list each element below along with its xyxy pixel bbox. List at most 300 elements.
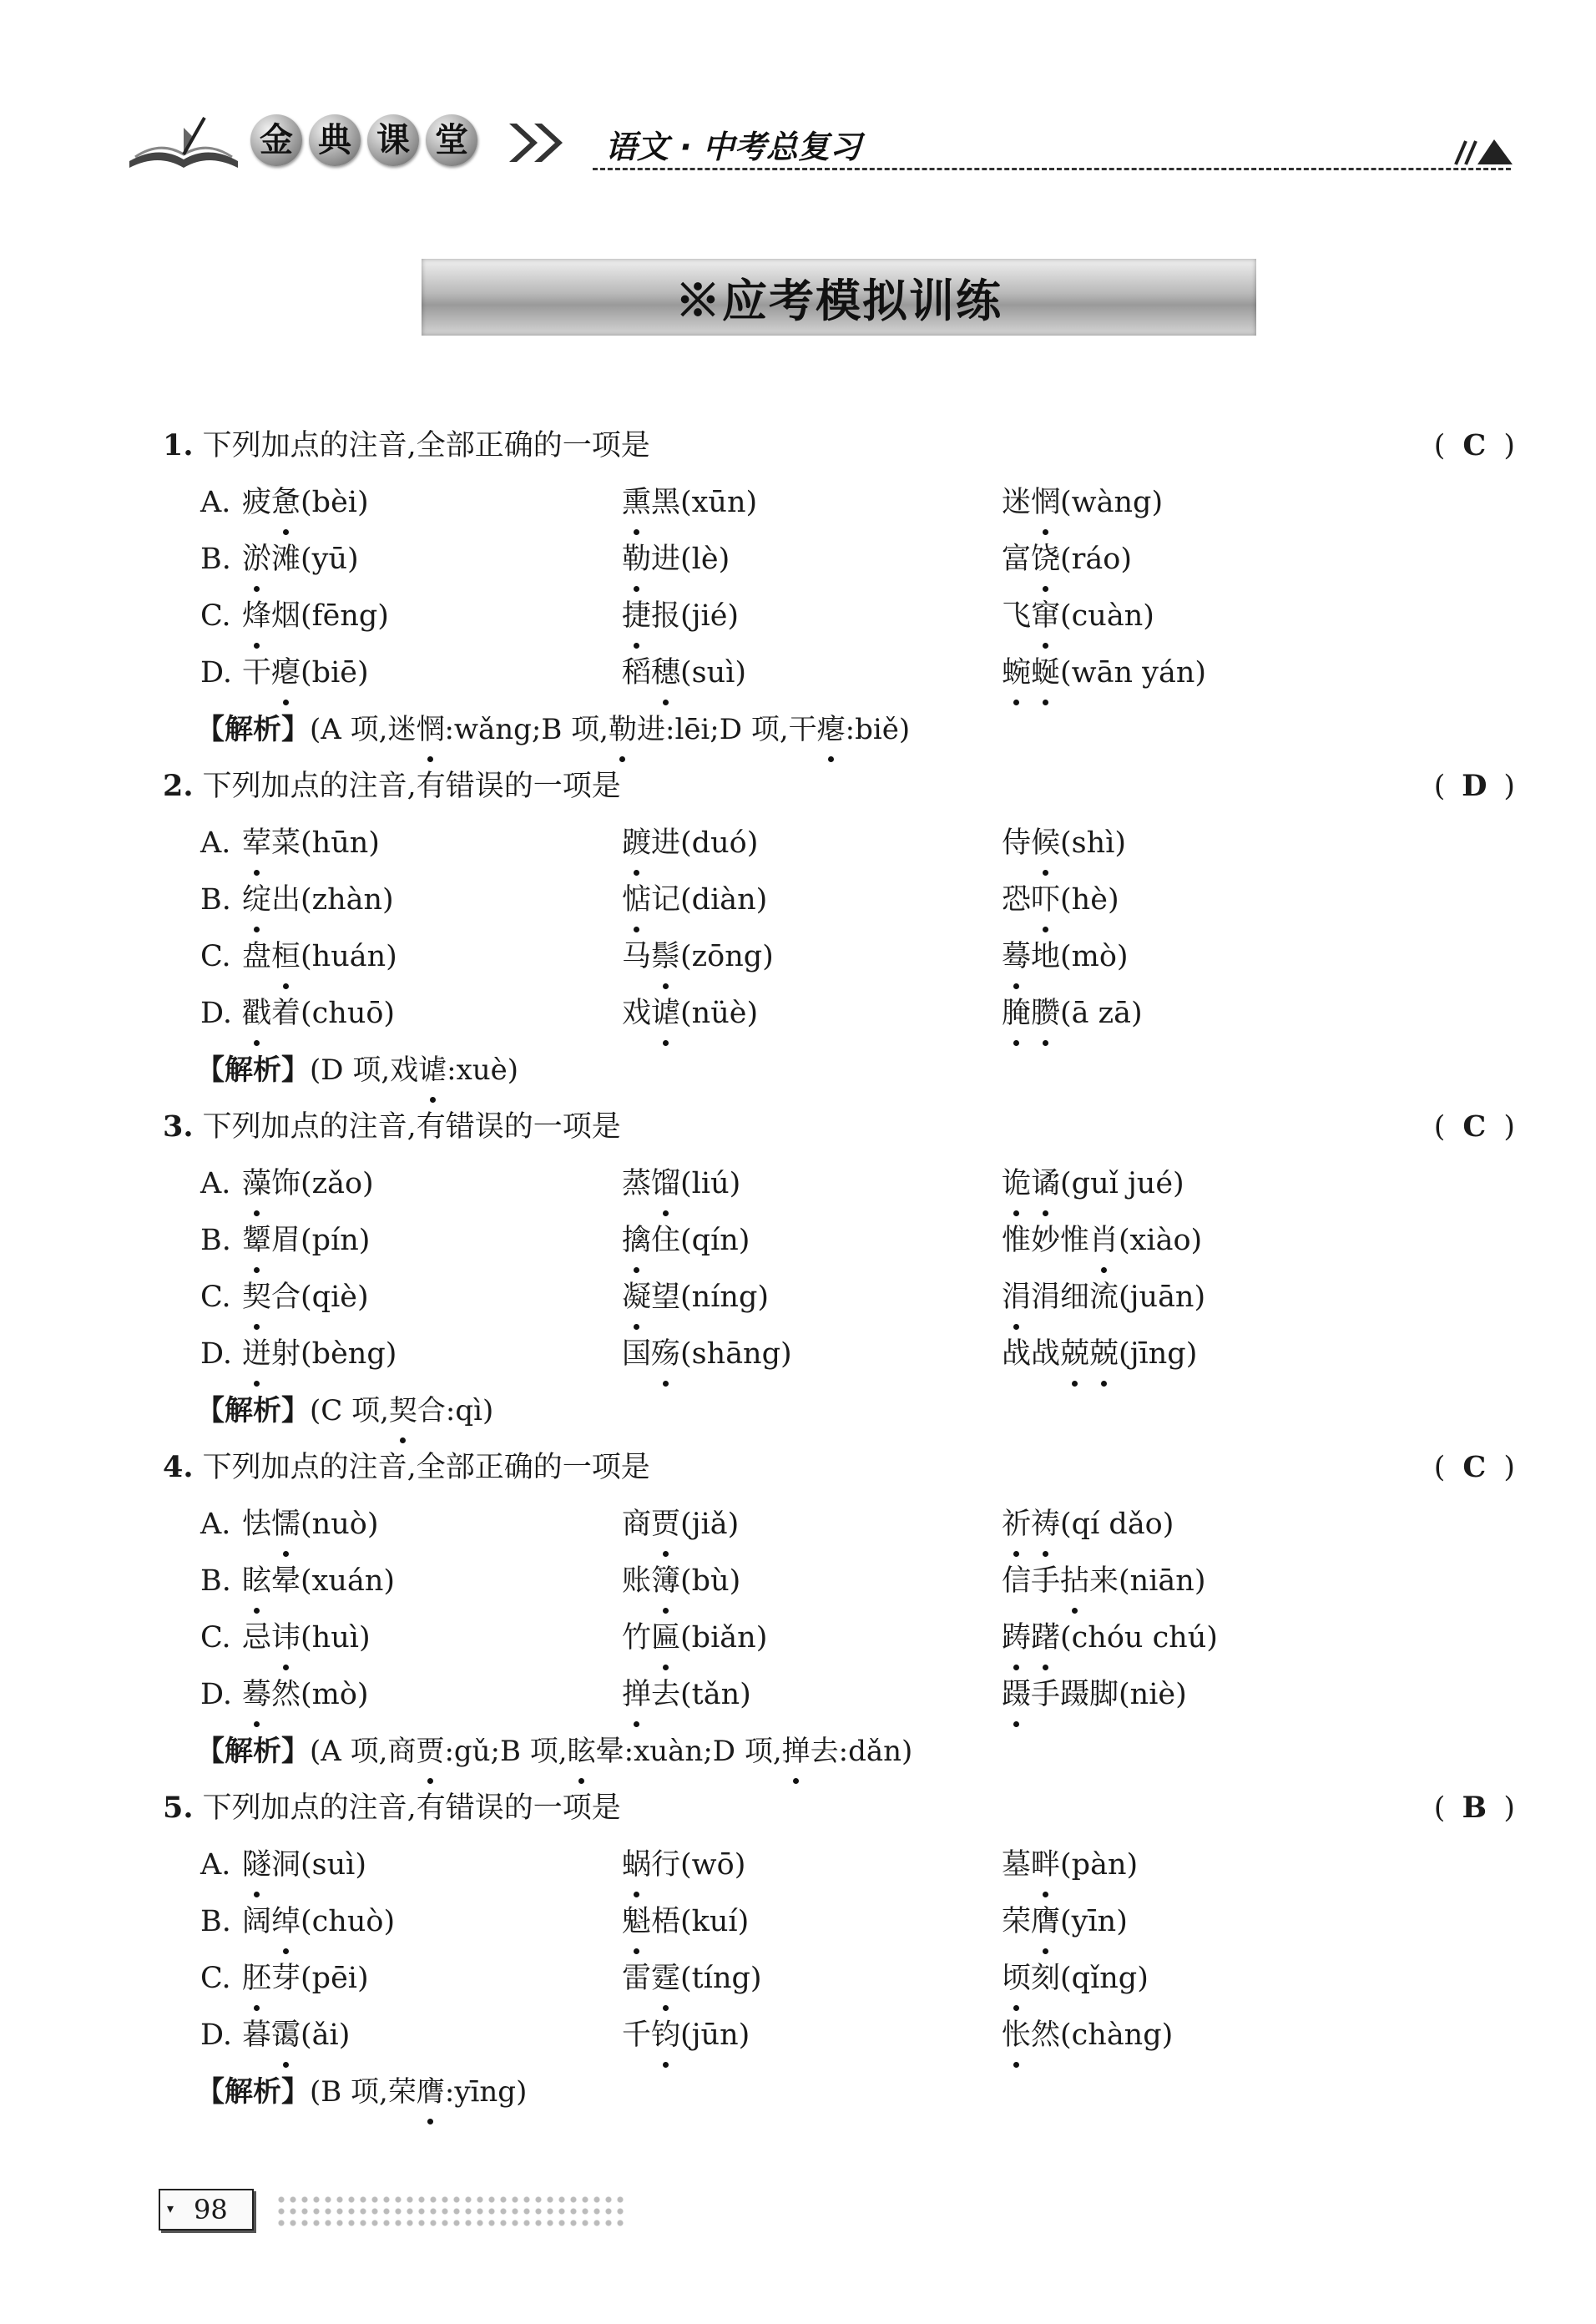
option-item-text: 国 [622, 1337, 652, 1371]
emphasis-char: 谑 [418, 1042, 447, 1099]
emphasis-char: 肖 [1089, 1212, 1119, 1269]
option-item-text: 疲 [242, 486, 272, 519]
header-divider [593, 168, 1511, 170]
option-letter: C. [200, 1621, 231, 1655]
emphasis-char: 谲 [1031, 1155, 1060, 1212]
option-item-text: 射(bèng) [271, 1337, 397, 1371]
option-row [163, 872, 1515, 928]
option-item [242, 1496, 379, 1553]
option-row [163, 1666, 1515, 1723]
option-item-text: (shì) [1060, 826, 1127, 860]
emphasis-char: 钧 [651, 2007, 680, 2064]
question-text: 下列加点的注音,有错误的一项是 [193, 770, 621, 803]
option-item-text: 飞 [1002, 599, 1032, 633]
option-item-text: (ráo) [1060, 543, 1133, 576]
option-item-text: 滩(yū) [271, 543, 359, 576]
option-item [242, 1609, 371, 1666]
option-item-text: (nuò) [301, 1508, 379, 1541]
option-item [1002, 815, 1126, 872]
option-item [1002, 1836, 1138, 1893]
emphasis-char: 眩 [568, 1723, 596, 1780]
option-row [163, 985, 1515, 1042]
option-item-text: 富 [1002, 543, 1032, 576]
option-item [242, 1212, 370, 1269]
analysis [163, 1382, 1515, 1439]
option-item-text: 着(chuō) [271, 997, 396, 1030]
emphasis-char: 踌 [1002, 1609, 1031, 1666]
option-item-text: 雷 [622, 1962, 652, 1995]
option-item-text: (wàng) [1060, 486, 1164, 519]
option-item-text: 账 [622, 1564, 652, 1598]
option-item [622, 2007, 750, 2064]
option-item [242, 1666, 369, 1723]
option-item [622, 985, 758, 1042]
option-letter: A. [200, 1167, 231, 1200]
option-item [622, 1155, 740, 1212]
emphasis-char: 契 [389, 1382, 417, 1439]
option-item-text: 竹 [622, 1621, 652, 1655]
emphasis-char: 馏 [651, 1155, 680, 1212]
option-item-text: 手蹑脚(niè) [1031, 1678, 1187, 1711]
option-item [622, 815, 758, 872]
question-text: 下列加点的注音,全部正确的一项是 [193, 1451, 650, 1484]
emphasis-char: 穗 [651, 644, 680, 701]
emphasis-char: 蜒 [1031, 644, 1060, 701]
emphasis-char: 勒 [622, 531, 651, 588]
option-item-text: (zōng) [680, 940, 774, 973]
answer-letter: C [1462, 428, 1487, 462]
option-item [242, 1326, 396, 1382]
question-stem [163, 1439, 1515, 1496]
analysis-text: (A 项,迷 [310, 713, 417, 746]
option-item-text: 烟(fēng) [271, 599, 389, 633]
option-item [622, 474, 757, 531]
option-item-text: 迷 [1002, 486, 1032, 519]
option-item-text: 梧(kuí) [651, 1905, 750, 1938]
option-letter: D. [200, 656, 232, 690]
option-item [622, 1950, 762, 2007]
page-footer [159, 2189, 743, 2232]
option-item-text: (huán) [301, 940, 397, 973]
emphasis-char: 惘 [416, 701, 444, 758]
question-number: 3. [163, 1109, 194, 1144]
emphasis-char: 吓 [1031, 872, 1060, 928]
option-item-text: (yīn) [1060, 1905, 1128, 1938]
emphasis-char: 蜿 [1002, 644, 1031, 701]
answer-bracket: ( C ) [1434, 1439, 1515, 1496]
emphasis-char: 瘪 [817, 701, 846, 758]
option-item-text: 住(qín) [651, 1224, 750, 1257]
option-row [163, 1893, 1515, 1950]
emphasis-char: 祈 [1002, 1496, 1031, 1553]
option-item [242, 1269, 369, 1326]
analysis-text: (B 项,荣 [310, 2075, 417, 2109]
option-item-text: (suì) [680, 656, 747, 690]
option-item [242, 531, 359, 588]
option-item [242, 985, 395, 1042]
option-item-text: 去(tǎn) [651, 1678, 751, 1711]
brand-char: 课 [367, 114, 419, 166]
option-item-text: 芽(pēi) [271, 1962, 369, 1995]
option-row [163, 1496, 1515, 1553]
page-number-box [159, 2189, 254, 2231]
option-item-text: 蒸 [622, 1167, 652, 1200]
option-letter: A. [200, 1508, 231, 1541]
emphasis-char: 懦 [271, 1496, 301, 1553]
page-number: 98 [194, 2194, 228, 2225]
option-item [242, 1155, 374, 1212]
option-letter: B. [200, 1224, 231, 1257]
emphasis-char: 霆 [651, 1950, 680, 2007]
emphasis-char: 眩 [242, 1553, 271, 1609]
analysis-label: 【解析】 [196, 1394, 310, 1427]
brand-char: 金 [250, 114, 302, 166]
emphasis-char: 契 [242, 1269, 271, 1326]
option-item [242, 928, 397, 985]
page-header [125, 96, 1511, 188]
emphasis-char: 戳 [242, 985, 271, 1042]
analysis-text: :wǎng;B 项, [444, 713, 609, 746]
option-item-text: (jiǎ) [680, 1508, 740, 1541]
page-tick-icon: ▾ [167, 2200, 174, 2216]
analysis-text: 去:dǎn) [810, 1735, 913, 1768]
emphasis-char: 隧 [242, 1836, 271, 1893]
option-row [163, 1553, 1515, 1609]
option-letter: A. [200, 486, 231, 519]
option-letter: A. [200, 1848, 231, 1882]
option-letter: B. [200, 543, 231, 576]
emphasis-char: 顷 [1002, 1950, 1031, 2007]
emphasis-char: 诡 [1002, 1155, 1031, 1212]
option-item [242, 1893, 395, 1950]
emphasis-char: 熏 [622, 474, 651, 531]
option-item-text: 黑(xūn) [651, 486, 758, 519]
option-item [622, 872, 767, 928]
emphasis-char: 臜 [1031, 985, 1060, 1042]
option-item-text: 晕(xuán) [271, 1564, 396, 1598]
option-item-text: 饰(zǎo) [271, 1167, 374, 1200]
emphasis-char: 躇 [1031, 1609, 1060, 1666]
option-item-text: 信手 [1002, 1564, 1061, 1598]
analysis-text: 进:lēi;D 项,干 [636, 713, 817, 746]
option-item-text: 望(níng) [651, 1281, 770, 1314]
option-item-text: 忌 [242, 1621, 272, 1655]
question-5 [163, 1780, 1515, 2120]
emphasis-char: 迸 [242, 1326, 271, 1382]
option-item [242, 872, 394, 928]
question-1 [163, 417, 1515, 758]
option-item-text: (cuàn) [1060, 599, 1154, 633]
option-item-text: (guǐ jué) [1060, 1167, 1184, 1200]
analysis-text: (D 项,戏 [310, 1053, 419, 1087]
option-item [622, 928, 774, 985]
option-item-text: 盘 [242, 940, 272, 973]
option-item-text: (jīng) [1119, 1337, 1198, 1371]
option-row [163, 928, 1515, 985]
emphasis-char: 惦 [622, 872, 651, 928]
answer-bracket: ( C ) [1434, 1099, 1515, 1155]
option-item [242, 815, 380, 872]
option-item-text: 暮 [242, 2018, 272, 2052]
option-item-text: (bù) [680, 1564, 741, 1598]
section-title: ※应考模拟训练 [675, 273, 1003, 327]
question-2 [163, 758, 1515, 1099]
option-item-text: (wān yán) [1060, 656, 1207, 690]
emphasis-char: 烽 [242, 588, 271, 644]
option-row [163, 1836, 1515, 1893]
option-item [242, 474, 369, 531]
answer-bracket: ( B ) [1434, 1780, 1515, 1836]
option-row [163, 1326, 1515, 1382]
option-item [622, 531, 730, 588]
option-item [1002, 1496, 1174, 1553]
emphasis-char: 荤 [242, 815, 271, 872]
option-letter: B. [200, 1905, 231, 1938]
option-letter: D. [200, 997, 232, 1030]
emphasis-char: 勒 [609, 701, 637, 758]
option-item [622, 1609, 767, 1666]
option-item [622, 1496, 739, 1553]
option-item-text: (huì) [301, 1621, 371, 1655]
analysis-label: 【解析】 [196, 1735, 310, 1768]
emphasis-char: 淤 [242, 531, 271, 588]
option-item-text: (biē) [301, 656, 369, 690]
option-item-text: 行(wō) [651, 1848, 746, 1882]
emphasis-char: 捷 [622, 588, 651, 644]
analysis-text: :gǔ;B 项, [444, 1735, 568, 1768]
question-stem [163, 1099, 1515, 1155]
option-item-text: (hè) [1060, 883, 1119, 917]
option-row [163, 1950, 1515, 2007]
option-item [1002, 1326, 1197, 1382]
option-item [622, 644, 746, 701]
emphasis-char: 擒 [622, 1212, 651, 1269]
option-item [622, 1212, 750, 1269]
analysis [163, 701, 1515, 758]
option-item-text: (ā zā) [1060, 997, 1143, 1030]
analysis-text: :yīng) [444, 2075, 528, 2109]
analysis-text: 晕:xuàn;D 项, [595, 1735, 782, 1768]
emphasis-char: 殇 [651, 1326, 680, 1382]
emphasis-char: 惘 [1031, 474, 1060, 531]
emphasis-char: 涓 [1002, 1269, 1031, 1326]
emphasis-char: 胚 [242, 1950, 271, 2007]
option-letter: B. [200, 1564, 231, 1598]
answer-letter: D [1462, 769, 1487, 803]
option-item-text: 戏 [622, 997, 652, 1030]
option-row [163, 531, 1515, 588]
option-item-text: 稻 [622, 656, 652, 690]
option-item-text: (tíng) [680, 1962, 762, 1995]
answer-bracket: ( D ) [1434, 758, 1515, 815]
option-item [1002, 644, 1206, 701]
option-item [1002, 985, 1143, 1042]
answer-letter: B [1462, 1791, 1487, 1825]
question-list [163, 417, 1515, 2120]
question-number: 1. [163, 428, 194, 462]
option-item-text: 涓细流(juān) [1031, 1281, 1206, 1314]
option-letter: C. [200, 1281, 231, 1314]
subject-title: 语文 · 中考总复习 [605, 129, 861, 165]
emphasis-char: 兢 [1060, 1326, 1089, 1382]
emphasis-char: 掸 [622, 1666, 651, 1723]
emphasis-char: 饶 [1031, 531, 1060, 588]
question-number: 4. [163, 1450, 194, 1484]
analysis-label: 【解析】 [196, 1053, 310, 1087]
option-item-text: 荣 [1002, 1905, 1032, 1938]
emphasis-char: 藻 [242, 1155, 271, 1212]
question-text: 下列加点的注音,有错误的一项是 [193, 1791, 621, 1825]
option-item [622, 1666, 751, 1723]
option-item [1002, 1155, 1184, 1212]
emphasis-char: 簿 [651, 1553, 680, 1609]
option-item-text: (biǎn) [680, 1621, 768, 1655]
option-item-text: 出(zhàn) [271, 883, 394, 917]
question-text: 下列加点的注音,有错误的一项是 [193, 1110, 621, 1144]
emphasis-char: 拈 [1060, 1553, 1089, 1609]
option-row [163, 1609, 1515, 1666]
emphasis-char: 霭 [271, 2007, 301, 2064]
option-item [242, 644, 369, 701]
option-item-text: 马 [622, 940, 652, 973]
brand-char: 堂 [426, 114, 477, 166]
option-item-text: 然(chàng) [1031, 2018, 1174, 2052]
option-row [163, 474, 1515, 531]
option-item-text: 惟妙惟 [1002, 1224, 1090, 1257]
option-item [1002, 1212, 1202, 1269]
section-banner [422, 259, 1256, 336]
emphasis-char: 瘪 [271, 644, 301, 701]
option-item [1002, 1553, 1206, 1609]
answer-letter: C [1462, 1109, 1487, 1144]
emphasis-char: 谑 [651, 985, 680, 1042]
emphasis-char: 贾 [651, 1496, 680, 1553]
option-item [242, 588, 389, 644]
question-number: 5. [163, 1791, 194, 1825]
emphasis-char: 鬃 [651, 928, 680, 985]
option-item-text: 千 [622, 2018, 652, 2052]
emphasis-char: 绽 [242, 872, 271, 928]
open-book-icon [125, 111, 242, 178]
option-item [242, 2007, 350, 2064]
option-item-text: 进(lè) [651, 543, 730, 576]
option-row [163, 644, 1515, 701]
emphasis-char: 贾 [416, 1723, 444, 1780]
option-item-text: 菜(hūn) [271, 826, 380, 860]
brand-logo [250, 114, 477, 166]
option-item-text: 墓 [1002, 1848, 1032, 1882]
analysis-text: :biě) [845, 713, 911, 746]
option-item [1002, 1609, 1218, 1666]
option-item-text: 眉(pín) [271, 1224, 371, 1257]
option-item-text: 来(niān) [1089, 1564, 1206, 1598]
option-item [1002, 2007, 1173, 2064]
option-item-text: (nüè) [680, 997, 759, 1030]
option-item-text: (bèi) [301, 486, 369, 519]
option-item-text: (liú) [680, 1167, 741, 1200]
emphasis-char: 蹑 [1002, 1666, 1031, 1723]
option-item [1002, 1666, 1187, 1723]
option-item [242, 1553, 395, 1609]
option-item [1002, 872, 1119, 928]
emphasis-char: 窜 [1031, 588, 1060, 644]
option-row [163, 1212, 1515, 1269]
option-item-text: (ǎi) [301, 2018, 351, 2052]
option-item [1002, 928, 1129, 985]
analysis-label: 【解析】 [196, 713, 310, 746]
option-item [622, 1326, 792, 1382]
option-row [163, 588, 1515, 644]
emphasis-char: 颦 [242, 1212, 271, 1269]
analysis-text: :xuè) [447, 1053, 519, 1087]
option-row [163, 1155, 1515, 1212]
option-item-text: (chóu chú) [1060, 1621, 1218, 1655]
option-item-text: (shāng) [680, 1337, 792, 1371]
option-item-text: 干 [242, 656, 272, 690]
option-item-text: 然(mò) [271, 1678, 369, 1711]
option-item [1002, 588, 1154, 644]
option-item [622, 1836, 745, 1893]
emphasis-char: 讳 [271, 1609, 301, 1666]
option-item [242, 1836, 366, 1893]
option-letter: C. [200, 940, 231, 973]
option-item [1002, 1950, 1149, 2007]
brand-char: 典 [309, 114, 361, 166]
emphasis-char: 祷 [1031, 1496, 1060, 1553]
option-row [163, 2007, 1515, 2064]
question-3 [163, 1099, 1515, 1439]
option-item-text: 刻(qǐng) [1031, 1962, 1149, 1995]
analysis [163, 1723, 1515, 1780]
option-item-text: 地(mò) [1031, 940, 1129, 973]
option-item-text: (jūn) [680, 2018, 750, 2052]
question-4 [163, 1439, 1515, 1780]
option-item-text: 商 [622, 1508, 652, 1541]
emphasis-char: 膺 [417, 2064, 445, 2120]
option-item [1002, 474, 1163, 531]
option-row [163, 815, 1515, 872]
option-item-text: (xiào) [1119, 1224, 1203, 1257]
emphasis-char: 蓦 [242, 1666, 271, 1723]
option-item [622, 1269, 769, 1326]
option-item [622, 1553, 740, 1609]
option-item [1002, 1269, 1205, 1326]
option-row [163, 1269, 1515, 1326]
option-item-text: 侍 [1002, 826, 1032, 860]
corner-triangle-icon [1452, 136, 1515, 166]
emphasis-char: 蓦 [1002, 928, 1031, 985]
analysis-label: 【解析】 [196, 2075, 310, 2109]
emphasis-char: 腌 [1002, 985, 1031, 1042]
option-item-text: 洞(suì) [271, 1848, 367, 1882]
emphasis-char: 踱 [622, 815, 651, 872]
analysis [163, 1042, 1515, 1099]
option-item [622, 1893, 749, 1950]
option-item-text: 战战 [1002, 1337, 1061, 1371]
option-item-text: (pàn) [1060, 1848, 1139, 1882]
emphasis-char: 候 [1031, 815, 1060, 872]
option-item-text: 阔 [242, 1905, 272, 1938]
emphasis-char: 掸 [782, 1723, 811, 1780]
question-stem [163, 1780, 1515, 1836]
option-item [1002, 531, 1132, 588]
option-item-text: 怯 [242, 1508, 272, 1541]
analysis-text: 合:qì) [417, 1394, 494, 1427]
emphasis-char: 兢 [1089, 1326, 1119, 1382]
emphasis-char: 膺 [1031, 1893, 1060, 1950]
option-item [242, 1950, 369, 2007]
emphasis-char: 桓 [271, 928, 301, 985]
